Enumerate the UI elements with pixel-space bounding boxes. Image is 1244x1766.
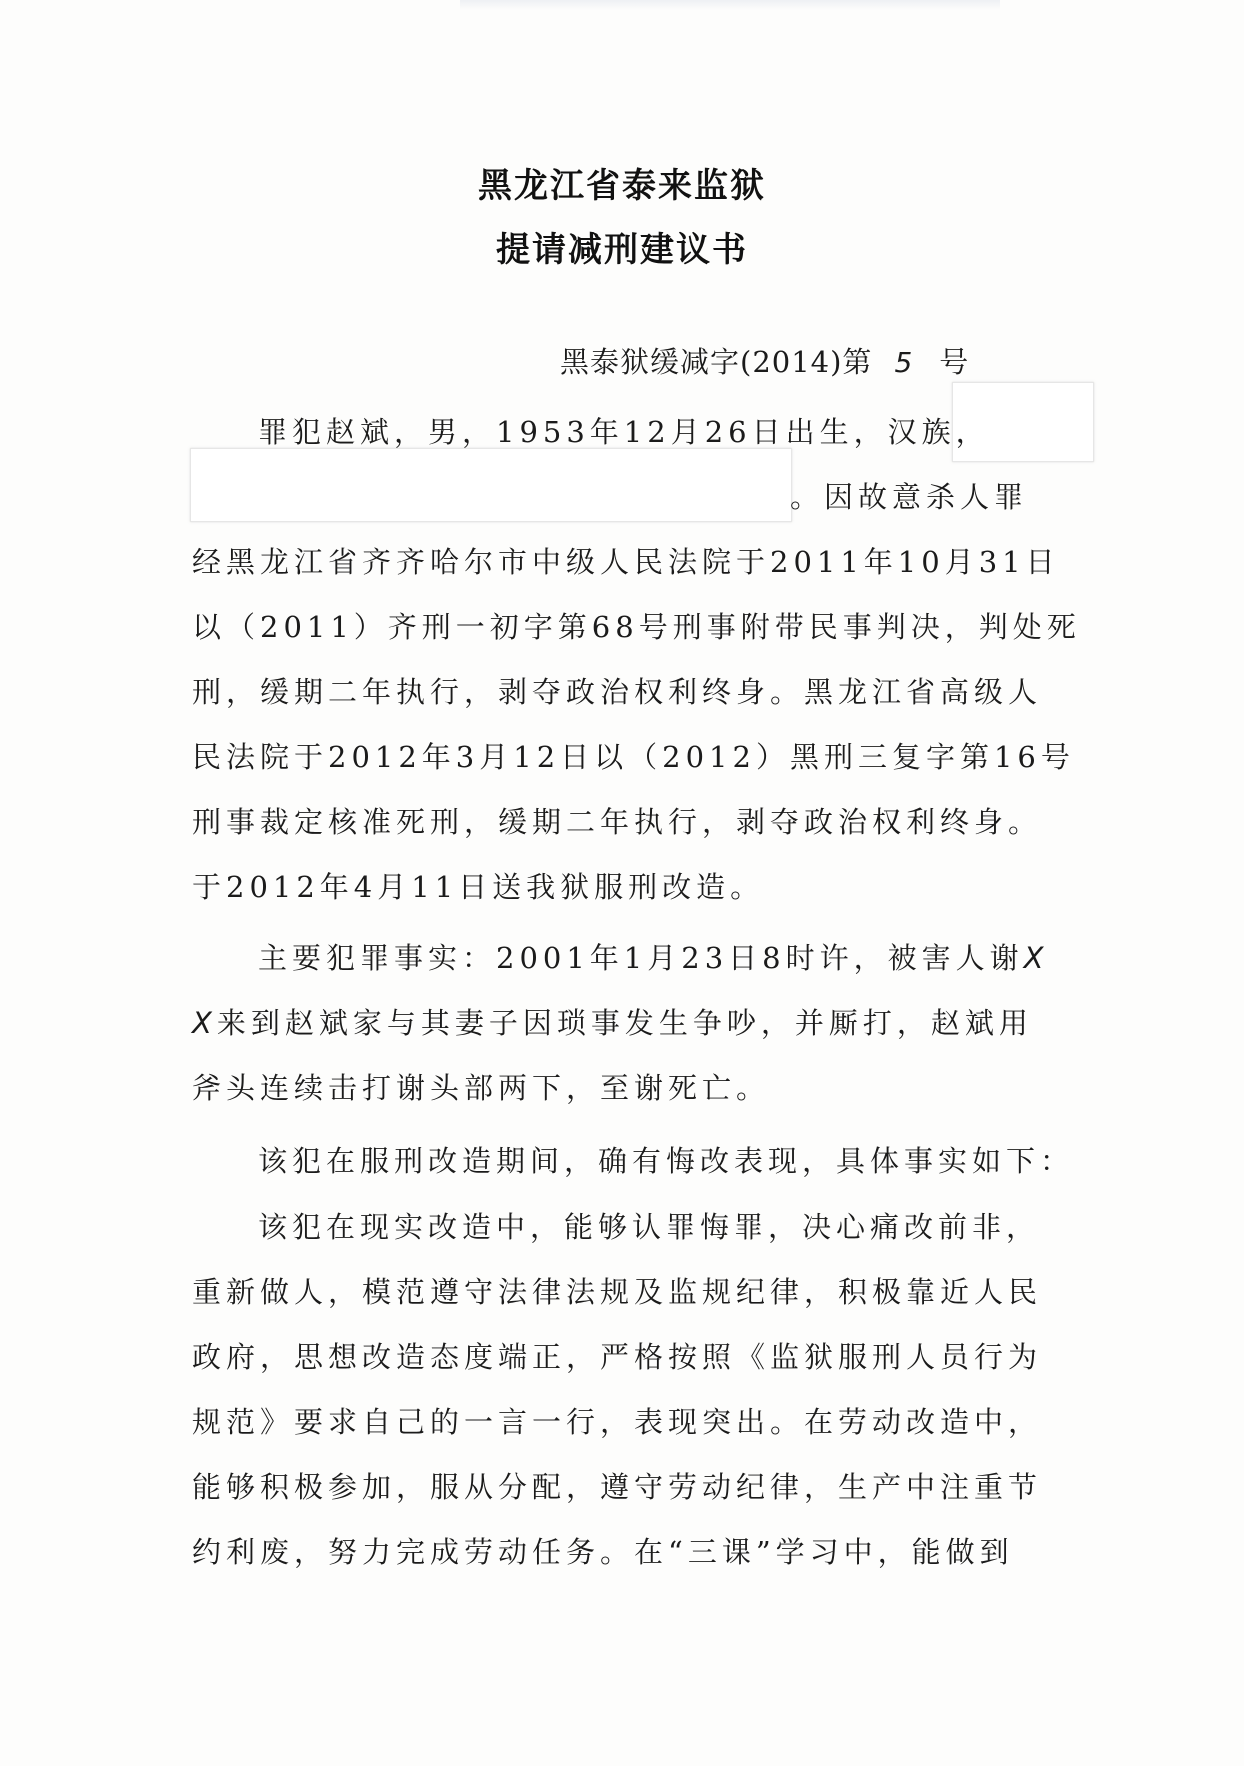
- body-line: [192, 1001, 1033, 1042]
- body-line: 。因故意杀人罪: [790, 480, 1029, 514]
- document-title-line2: 提请减刑建议书: [496, 230, 748, 270]
- body-line: 于2012年4月11日送我狱服刑改造。: [192, 870, 765, 904]
- body-line: 约利废，努力完成劳动任务。在“三课”学习中，能做到: [192, 1535, 1014, 1569]
- body-line: 刑事裁定核准死刑，缓期二年执行，剥夺政治权利终身。: [192, 805, 1043, 839]
- redaction-box: [190, 448, 792, 522]
- body-line: 能够积极参加，服从分配，遵守劳动纪律，生产中注重节: [192, 1470, 1043, 1504]
- scan-artifact: [460, 0, 1000, 10]
- body-line: 政府，思想改造态度端正，严格按照《监狱服刑人员行为: [192, 1340, 1043, 1374]
- body-text: 主要犯罪事实：2001年1月23日8时许，被害人谢: [258, 941, 1024, 975]
- document-title-line1: 黑龙江省泰来监狱: [478, 166, 766, 206]
- body-line: 经黑龙江省齐齐哈尔市中级人民法院于2011年10月31日: [192, 545, 1060, 579]
- body-line: 重新做人，模范遵守法律法规及监规纪律，积极靠近人民: [192, 1275, 1043, 1309]
- body-text: 来到赵斌家与其妻子因琐事发生争吵，并厮打，赵斌用: [216, 1006, 1033, 1040]
- body-line: 刑，缓期二年执行，剥夺政治权利终身。黑龙江省高级人: [192, 675, 1043, 709]
- body-line: [258, 936, 1048, 977]
- body-line: 规范》要求自己的一言一行，表现突出。在劳动改造中，: [192, 1405, 1043, 1439]
- document-number: [560, 340, 969, 381]
- body-line: 民法院于2012年3月12日以（2012）黑刑三复字第16号: [192, 740, 1075, 774]
- body-line: 该犯在现实改造中，能够认罪悔罪，决心痛改前非，: [258, 1210, 1041, 1244]
- document-number-suffix: 号: [939, 345, 970, 379]
- body-line: 以（2011）齐刑一初字第68号刑事附带民事判决，判处死: [192, 610, 1081, 644]
- body-line: 斧头连续击打谢头部两下，至谢死亡。: [192, 1071, 771, 1105]
- body-line: 该犯在服刑改造期间，确有悔改表现，具体事实如下：: [258, 1144, 1075, 1178]
- handwritten-mark: X: [192, 1006, 217, 1040]
- handwritten-mark: X: [1023, 941, 1049, 975]
- document-number-prefix: 黑泰狱缓减字(2014)第: [560, 345, 873, 379]
- body-line: 罪犯赵斌，男，1953年12月26日出生，汉族，: [258, 415, 990, 449]
- document-number-handwritten: 5: [894, 346, 914, 379]
